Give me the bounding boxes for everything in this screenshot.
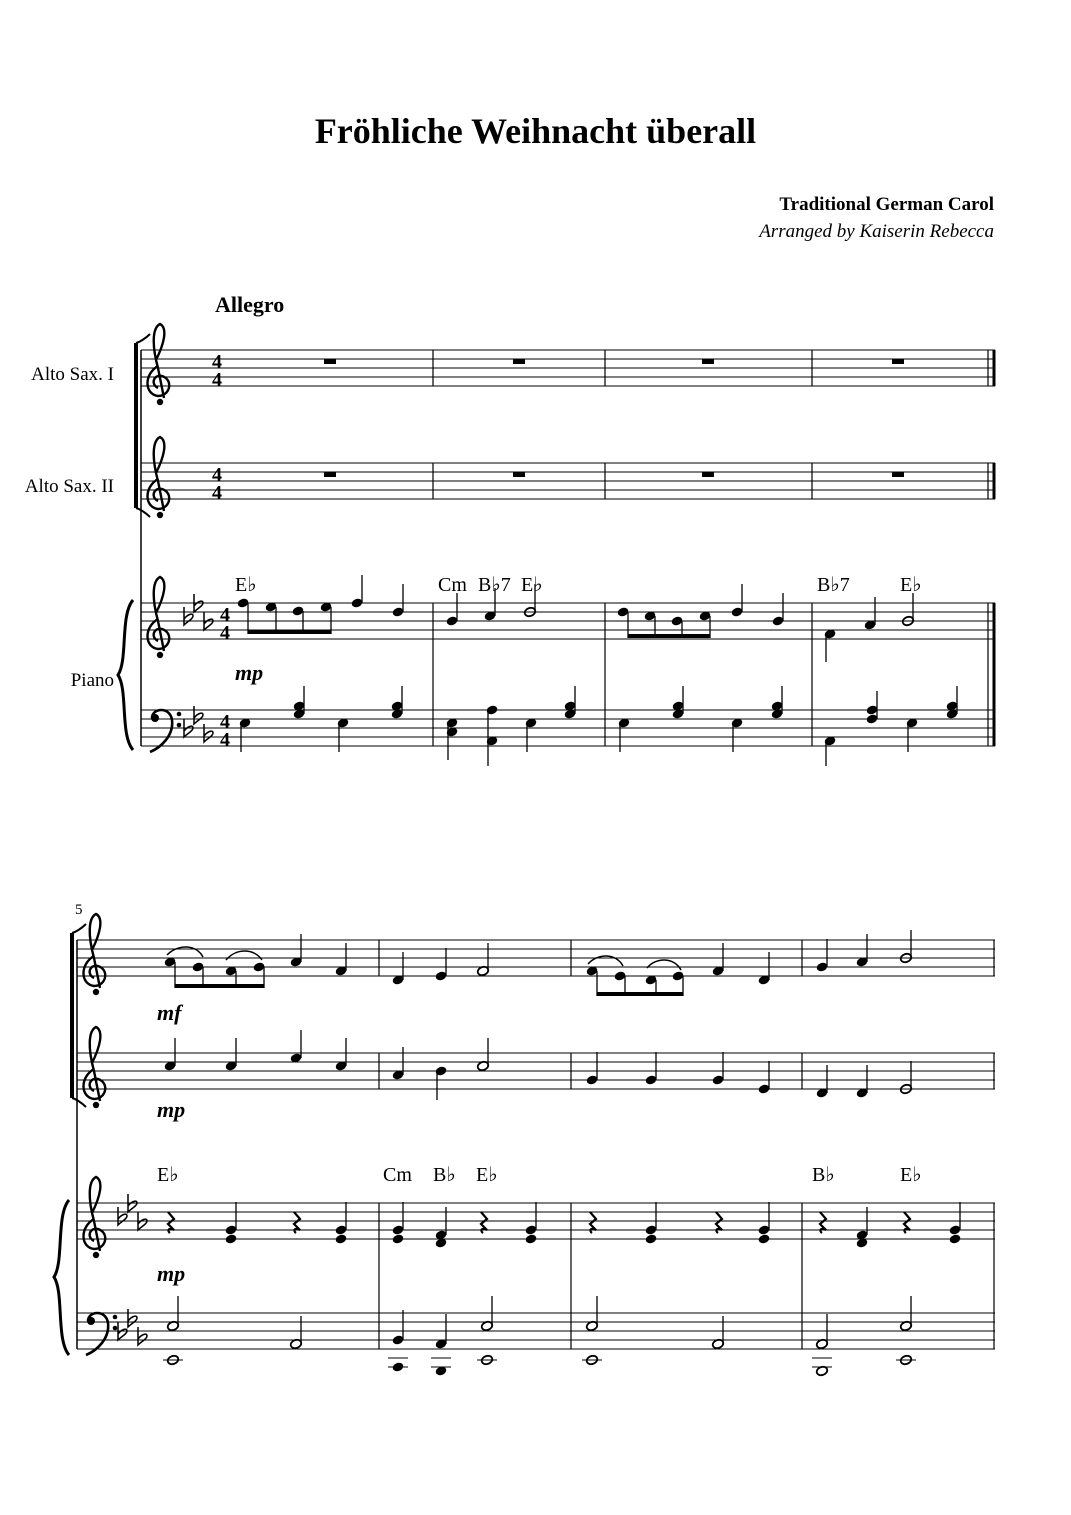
dynamic-marking: mp (235, 660, 264, 685)
dynamic-marking: mp (157, 1097, 186, 1122)
chord-symbols-system-2 (157, 1164, 922, 1186)
piano-lh-bass (163, 1296, 916, 1377)
chord-symbol: B♭ (812, 1164, 835, 1186)
score-title: Fröhliche Weihnacht überall (314, 111, 757, 151)
chord-symbol: Cm (438, 574, 467, 596)
tempo-marking: Allegro (215, 292, 285, 317)
svg-text:4: 4 (220, 622, 230, 644)
chord-symbols-system-1 (235, 574, 922, 596)
piano-rh-melody (237, 575, 915, 662)
piano-rh-accompaniment (168, 1202, 961, 1249)
bar-number: 5 (75, 902, 83, 918)
arranger: Arranged by Kaiserin Rebecca (759, 221, 994, 242)
instrument-label-alto-sax-2: Alto Sax. II (24, 476, 114, 497)
instrument-label-piano: Piano (70, 670, 114, 691)
chord-symbol: E♭ (900, 574, 922, 596)
chord-symbol: E♭ (900, 1164, 922, 1186)
svg-text:4: 4 (212, 482, 222, 504)
svg-text:4: 4 (220, 729, 230, 751)
treble-clef-icon (84, 1177, 106, 1258)
system-2 (54, 914, 995, 1377)
svg-text:4: 4 (220, 604, 230, 626)
treble-clef-icon (148, 437, 170, 518)
time-signature (212, 351, 230, 751)
chord-symbol: B♭ (433, 1164, 456, 1186)
chord-symbol: E♭ (476, 1164, 498, 1186)
composer: Traditional German Carol (779, 194, 994, 215)
dynamic-marking: mp (157, 1261, 186, 1286)
treble-clef-icon (84, 914, 106, 995)
svg-text:4: 4 (212, 464, 222, 486)
system-1 (118, 324, 995, 766)
chord-symbol: E♭ (157, 1164, 179, 1186)
chord-symbol: B♭7 (817, 574, 850, 596)
treble-clef-icon (84, 1027, 106, 1108)
dynamic-marking: mf (157, 1000, 182, 1025)
svg-text:4: 4 (220, 711, 230, 733)
chord-symbol: B♭7 (478, 574, 511, 596)
svg-text:4: 4 (212, 369, 222, 391)
instrument-label-alto-sax-1: Alto Sax. I (31, 364, 114, 385)
chord-symbol: E♭ (521, 574, 543, 596)
chord-symbol: Cm (383, 1164, 412, 1186)
chord-symbol: E♭ (235, 574, 257, 596)
treble-clef-icon (148, 324, 170, 405)
svg-text:4: 4 (212, 351, 222, 373)
treble-clef-icon (148, 577, 170, 658)
piano-lh-accompaniment (239, 686, 959, 766)
